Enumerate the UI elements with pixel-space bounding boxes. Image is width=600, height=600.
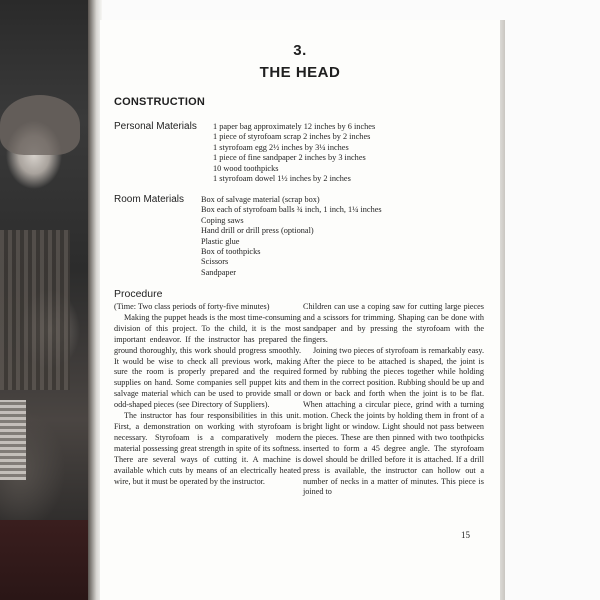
photo-child-head	[0, 95, 80, 155]
room-materials-list	[201, 195, 382, 278]
procedure-paragraph: The instructor has four responsibilities in this unit. First, a demonstration on working with styrofoam is necessary. Styrofoam is a comparatively modern material possessing great strength in spite of its softness. There are several ways of cutting it. A machine is available which cuts by means of an electrically heated wire, but it must be operated by the instructor.	[114, 411, 301, 486]
list-item: Hand drill or drill press (optional)	[201, 226, 314, 236]
procedure-heading: Procedure	[114, 288, 163, 300]
page-number: 15	[461, 530, 470, 540]
photo-spool	[0, 400, 26, 480]
list-item: Coping saws	[201, 215, 244, 225]
photo-book-cover	[0, 520, 90, 600]
chapter-title: THE HEAD	[259, 64, 341, 81]
chapter-number: 3.	[293, 42, 307, 59]
personal-materials-list	[213, 122, 375, 184]
photo-child-shirt	[0, 230, 70, 390]
list-item: 1 paper bag approximately 12 inches by 6 inches	[213, 122, 376, 131]
list-item: Box each of styrofoam balls ¾ inch, 1 inch, 1¼ inches	[201, 205, 382, 215]
list-item: Sandpaper	[201, 267, 237, 277]
procedure-paragraph: (Time: Two class periods of forty-five minutes)	[114, 302, 270, 311]
list-item: 1 styrofoam egg 2½ inches by 3¼ inches	[213, 142, 349, 152]
list-item: 1 piece of styrofoam scrap 2 inches by 2 inches	[213, 132, 371, 142]
procedure-paragraph: Children can use a coping saw for cutting large pieces and a scissors for trimming. Shaping can be done with sandpaper and by pressing the styrofoam with the fingers.	[303, 302, 484, 344]
procedure-paragraph: Joining two pieces of styrofoam is remarkably easy. After the piece to be attached is shaped, the joint is formed by rubbing the pieces together while holding them in the correct position. Rubbing should be up and down or back and forth when the joint is to be flat. When attaching a circular piece, grind with a turning motion. Check the joints by holding them in front of a bright light or window. Light should not pass between the pieces. These are then pinned with two toothpicks inserted to form a 45 degree angle. The styrofoam dowel should be drilled before it is attached. If a drill press is available, the instructor can hollow out a number of necks in a matter of minutes. This piece is joined to	[303, 345, 484, 497]
list-item: Box of toothpicks	[201, 247, 261, 257]
list-item: 1 piece of fine sandpaper 2 inches by 3 inches	[213, 153, 366, 163]
list-item: 1 styrofoam dowel 1½ inches by 2 inches	[213, 174, 351, 184]
list-item: Plastic glue	[201, 236, 240, 246]
section-heading: CONSTRUCTION	[114, 96, 206, 108]
room-materials-label: Room Materials	[114, 194, 185, 205]
procedure-paragraph: Making the puppet heads is the most time-consuming division of this project. To the child, it is the most important endeavor. If the instructor has prepared the ground thoroughly, this work should progress smoothly. It would be wise to check all previous work, making sure the room is properly prepared and the required supplies on hand. Some companies sell puppet kits and salvage material which can be used to provide small or odd-shaped pieces (see Directory of Suppliers).	[114, 312, 301, 410]
book-page	[100, 20, 500, 600]
list-item: Box of salvage material (scrap box)	[201, 195, 320, 204]
list-item: 10 wood toothpicks	[213, 163, 279, 173]
procedure-right-column	[303, 302, 484, 498]
personal-materials-label: Personal Materials	[114, 121, 197, 132]
list-item: Scissors	[201, 257, 229, 267]
facing-page-photograph	[0, 0, 90, 600]
procedure-left-column	[114, 302, 301, 487]
